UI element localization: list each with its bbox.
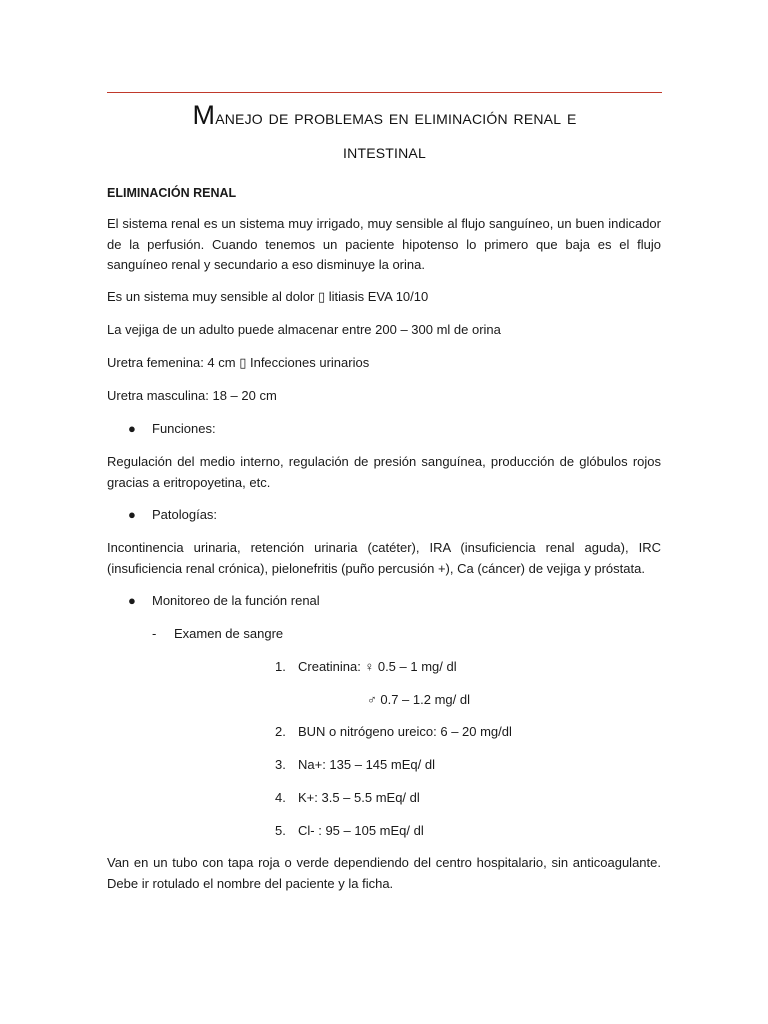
title-initial: M [192,100,216,130]
list-number: 1. [275,659,286,674]
header-rule [107,92,662,93]
line-uretra-masculina: Uretra masculina: 18 – 20 cm [107,388,277,403]
dash-label: Examen de sangre [174,626,284,641]
line-uretra-femenina: Uretra femenina: 4 cm ▯ Infecciones urinarios [107,355,370,370]
paragraph-tubo: Van en un tubo con tapa roja o verde dependiendo del centro hospitalario, sin anticoagulante. Debe ir rotulado el nombre del paciente y la ficha. [107,855,661,891]
document-title-line1 [107,100,662,131]
list-item-continuation: ♂ 0.7 – 1.2 mg/ dl [367,692,470,707]
list-text: Cl- : 95 – 105 mEq/ dl [298,823,424,838]
line-vejiga: La vejiga de un adulto puede almacenar entre 200 – 300 ml de orina [107,322,501,337]
list-text: K+: 3.5 – 5.5 mEq/ dl [298,790,420,805]
bullet-dot: ● [128,421,136,436]
bullet-funciones [128,419,216,439]
dash-marker: - [152,626,157,641]
list-number: 5. [275,823,286,838]
document-title-line2: intestinal [343,141,426,163]
dash-examen [152,624,283,644]
bullet-label: Patologías: [152,507,218,522]
bullet-dot: ● [128,593,136,608]
section-heading: ELIMINACIÓN RENAL [107,186,237,200]
list-item [275,788,420,808]
list-text: Na+: 135 – 145 mEq/ dl [298,757,435,772]
title-rest: anejo de problemas en eliminación renal e [215,107,577,129]
list-text: Creatinina: ♀ 0.5 – 1 mg/ dl [298,659,457,674]
list-text: BUN o nitrógeno ureico: 6 – 20 mg/dl [298,724,512,739]
list-item [275,755,435,775]
list-number: 2. [275,724,286,739]
list-item [275,657,457,677]
bullet-label: Funciones: [152,421,216,436]
paragraph-patologias: Incontinencia urinaria, retención urinaria (catéter), IRA (insuficiencia renal aguda), IRC (insuficiencia renal crónica), pielonefritis (puño percusión +), Ca (cáncer) de vejiga y próstata. [107,540,661,576]
bullet-dot: ● [128,507,136,522]
line-dolor: Es un sistema muy sensible al dolor ▯ litiasis EVA 10/10 [107,289,429,304]
bullet-label: Monitoreo de la función renal [152,593,320,608]
list-number: 3. [275,757,286,772]
list-number: 4. [275,790,286,805]
bullet-monitoreo [128,591,320,611]
list-item [275,722,512,742]
paragraph-funciones: Regulación del medio interno, regulación de presión sanguínea, producción de glóbulos rojos gracias a eritropoyetina, etc. [107,454,661,490]
paragraph-sistema: El sistema renal es un sistema muy irrigado, muy sensible al flujo sanguíneo, un buen indicador de la perfusión. Cuando tenemos un paciente hipotenso lo primero que baja es el flujo sanguíneo renal y secundario a eso disminuye la orina. [107,216,661,272]
list-item [275,821,424,841]
bullet-patologias [128,505,217,525]
